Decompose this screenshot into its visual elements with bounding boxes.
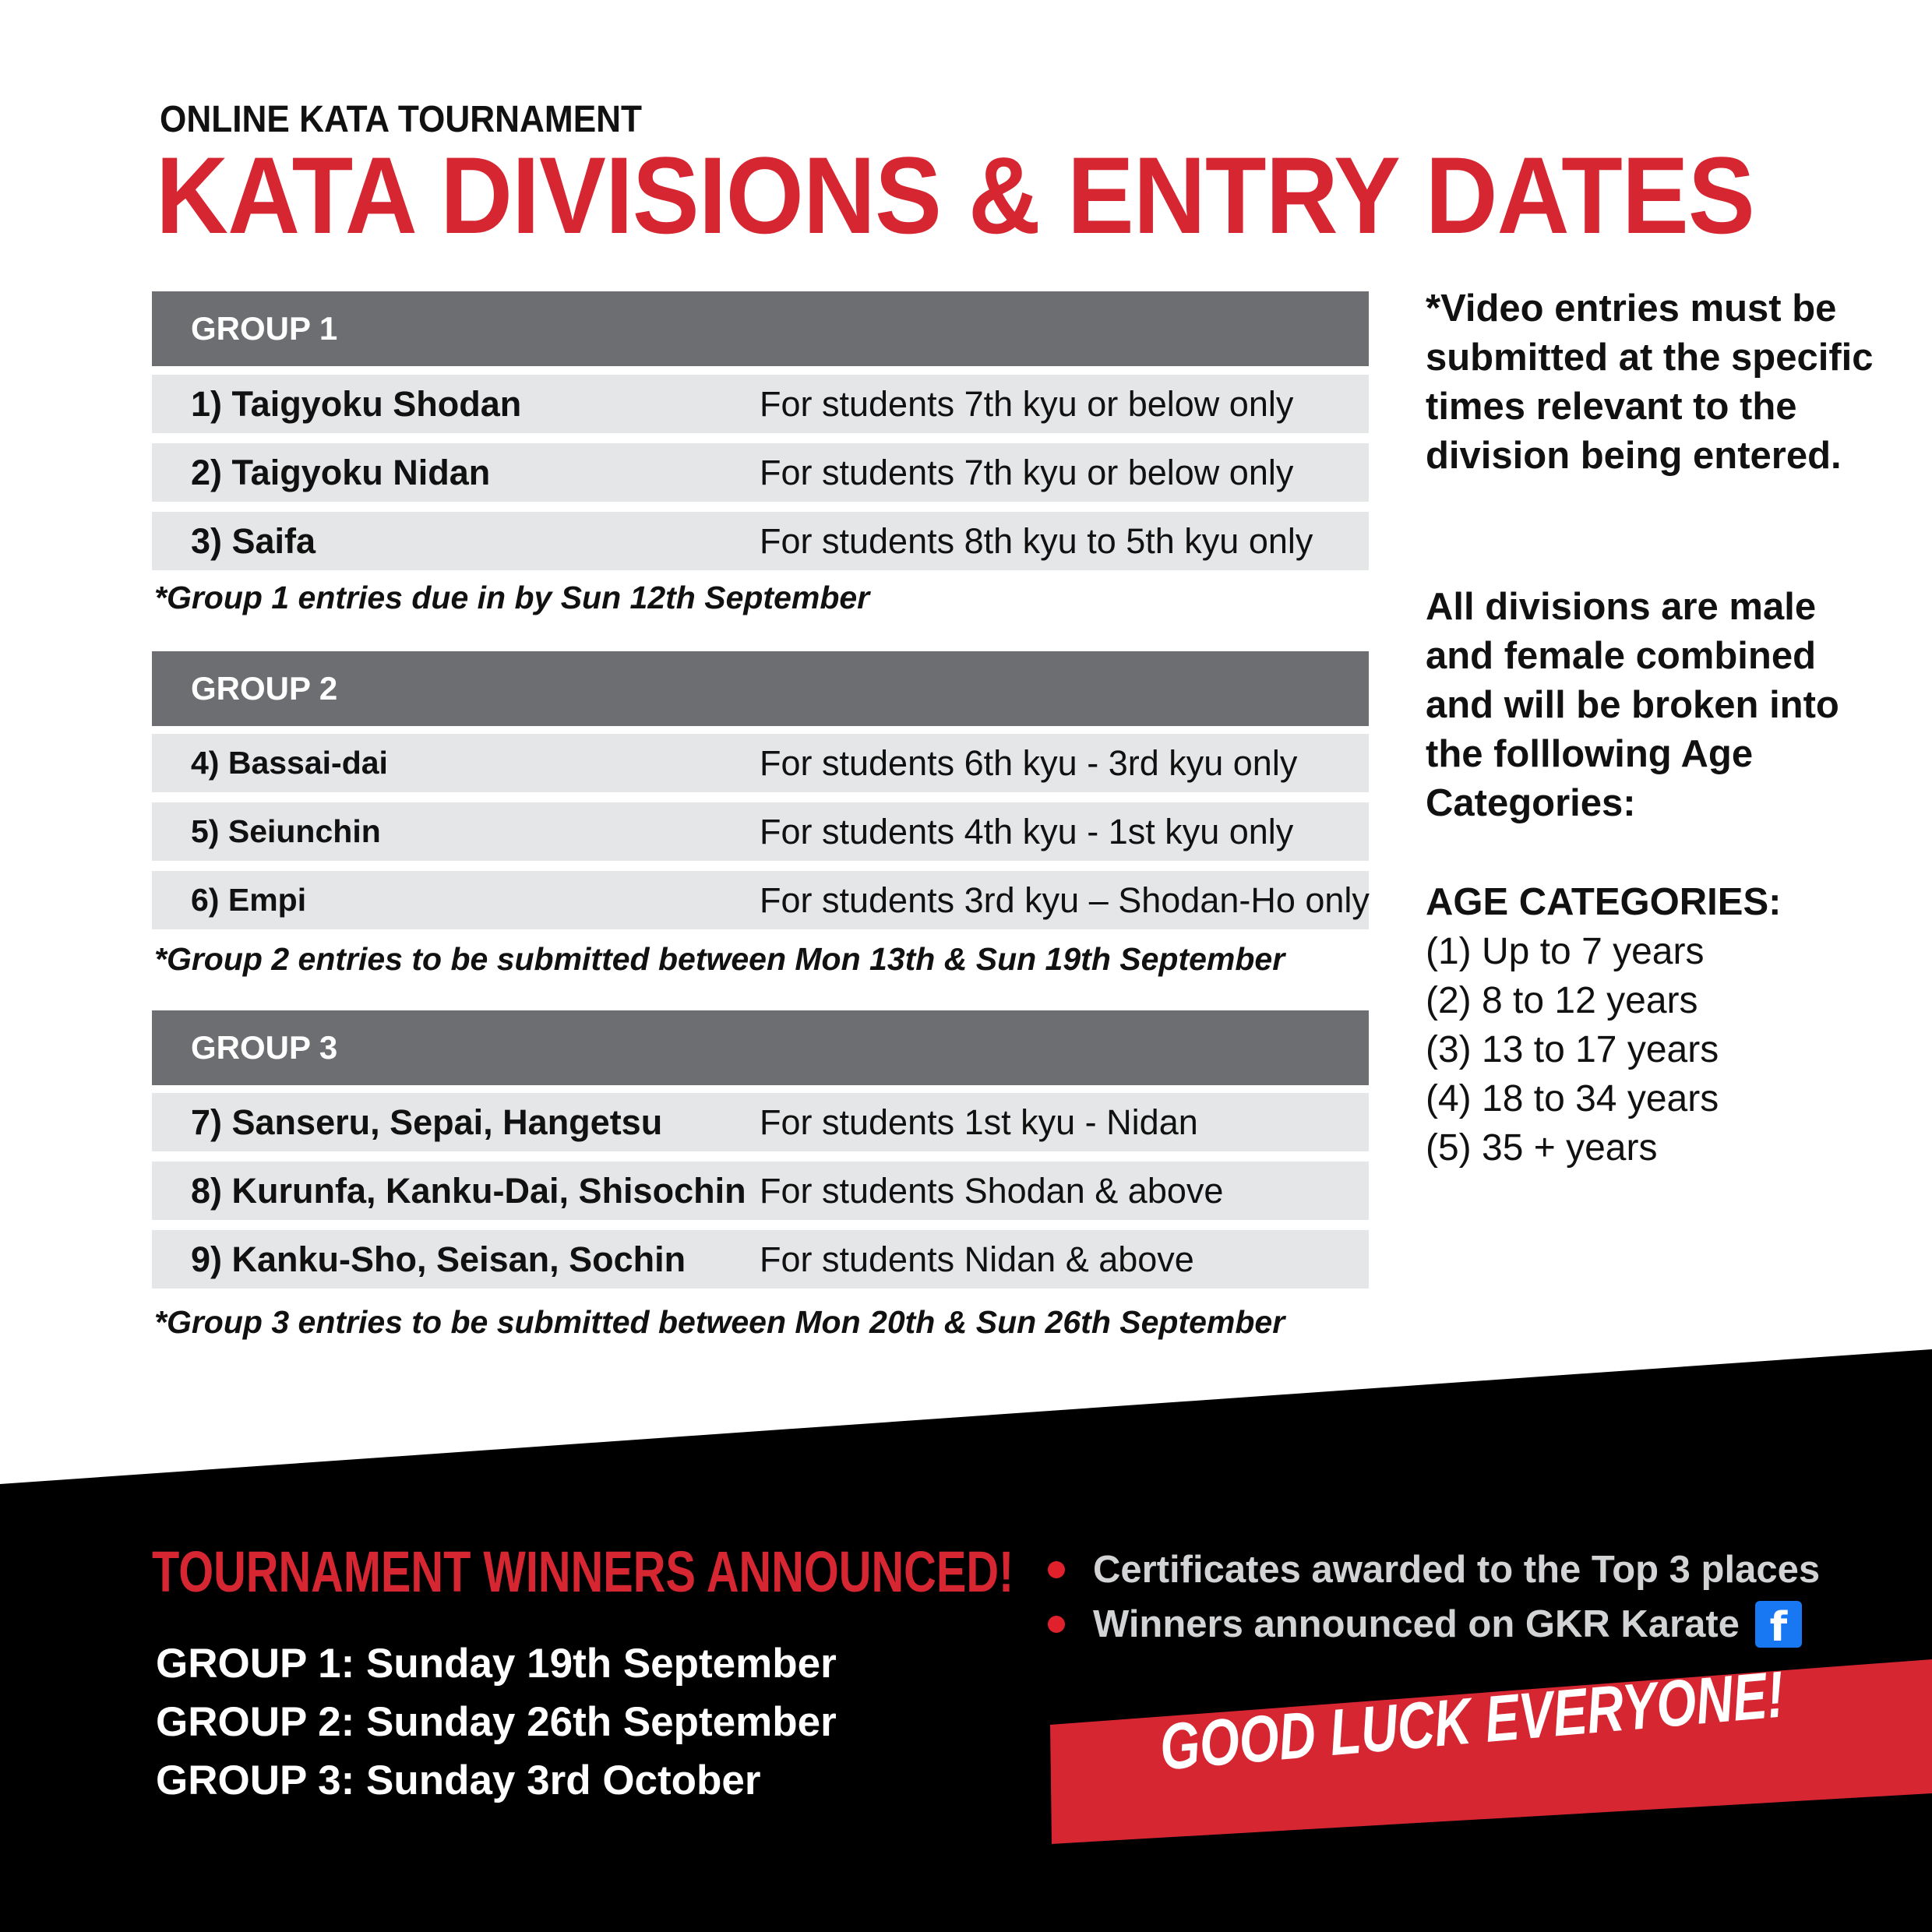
bullet-dot-icon (1048, 1616, 1065, 1633)
division-eligibility: For students 7th kyu or below only (760, 383, 1294, 424)
group-1-header: GROUP 1 (152, 291, 1369, 366)
bullet-text: Certificates awarded to the Top 3 places (1093, 1549, 1821, 1591)
group-1-deadline-note: *Group 1 entries due in by Sun 12th September (154, 580, 870, 615)
division-eligibility: For students Shodan & above (760, 1170, 1224, 1211)
age-category-item: (1) Up to 7 years (1426, 931, 1705, 972)
division-eligibility: For students 7th kyu or below only (760, 452, 1294, 492)
division-eligibility: For students 8th kyu to 5th kyu only (760, 520, 1313, 561)
division-kata: 4) Bassai-dai (191, 745, 388, 781)
division-kata: 7) Sanseru, Sepai, Hangetsu (191, 1102, 663, 1142)
event-subtitle: ONLINE KATA TOURNAMENT (160, 99, 643, 140)
age-category-item: (3) 13 to 17 years (1426, 1029, 1719, 1070)
division-kata: 5) Seiunchin (191, 813, 381, 849)
group-3-header: GROUP 3 (152, 1010, 1369, 1085)
division-kata: 3) Saifa (191, 520, 316, 561)
bullet-text: Winners announced on GKR Karate (1093, 1603, 1740, 1645)
division-kata: 9) Kanku-Sho, Seisan, Sochin (191, 1239, 686, 1279)
announcement-date: GROUP 1: Sunday 19th September (156, 1641, 837, 1687)
division-eligibility: For students 3rd kyu – Shodan-Ho only (760, 880, 1370, 920)
age-category-item: (2) 8 to 12 years (1426, 980, 1698, 1021)
division-kata: 1) Taigyoku Shodan (191, 383, 522, 424)
bullet-dot-icon (1048, 1561, 1065, 1578)
prize-bullets (1048, 1542, 1820, 1652)
division-eligibility: For students 1st kyu - Nidan (760, 1102, 1198, 1142)
good-luck-text: GOOD LUCK EVERYONE! (1157, 1657, 1787, 1784)
announcement-dates (156, 1634, 837, 1810)
bullet-item (1048, 1542, 1820, 1597)
group-2-header: GROUP 2 (152, 651, 1369, 726)
announcement-date: GROUP 3: Sunday 3rd October (156, 1757, 761, 1803)
division-kata: 8) Kurunfa, Kanku-Dai, Shisochin (191, 1170, 746, 1211)
age-categories-title: AGE CATEGORIES: (1426, 881, 1782, 923)
age-category-item: (4) 18 to 34 years (1426, 1078, 1719, 1119)
division-eligibility: For students 4th kyu - 1st kyu only (760, 811, 1294, 851)
division-eligibility: For students Nidan & above (760, 1239, 1194, 1279)
winners-announced-title: TOURNAMENT WINNERS ANNOUNCED! (152, 1539, 1014, 1604)
bullet-item (1048, 1597, 1820, 1652)
page-title: KATA DIVISIONS & ENTRY DATES (156, 134, 1754, 256)
group-3-deadline-note: *Group 3 entries to be submitted between Mon 20th & Sun 26th September (154, 1304, 1285, 1340)
division-kata: 2) Taigyoku Nidan (191, 452, 491, 492)
announcement-date: GROUP 2: Sunday 26th September (156, 1699, 837, 1745)
division-kata: 6) Empi (191, 882, 307, 918)
facebook-icon[interactable]: f (1755, 1601, 1802, 1648)
video-entries-note: *Video entries must be submitted at the specific times relevant to the division being entered. (1426, 287, 1874, 477)
divisions-combined-note: All divisions are male and female combined and will be broken into the folllowing Age Categories: (1426, 586, 1839, 824)
division-eligibility: For students 6th kyu - 3rd kyu only (760, 742, 1298, 783)
group-2-deadline-note: *Group 2 entries to be submitted between Mon 13th & Sun 19th September (154, 941, 1285, 977)
age-category-item: (5) 35 + years (1426, 1127, 1658, 1169)
